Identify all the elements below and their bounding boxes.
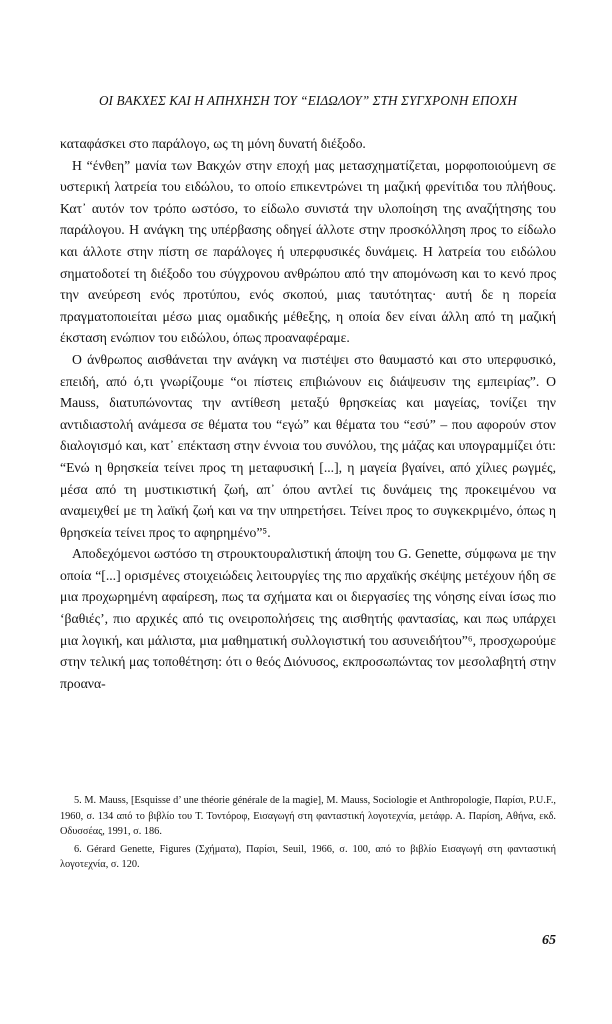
page-number: 65 bbox=[542, 933, 556, 948]
paragraph: Ο άνθρωπος αισθάνεται την ανάγκη να πιστέψει στο θαυμαστό και στο υπερφυσικό, επειδή, από ό,τι γνωρίζουμε “οι πίστεις επιβιώνουν εις διάψευσιν της εμπειρίας”. Ο Mauss, διατυπώνοντας την αντίθεση μεταξύ θρησκείας και μαγείας, τονίζει την αντιδιαστολή ανάμεσα σε θέματα του “εγώ” και θέματα του “εσύ” – που αφορούν στον διαλογισμό και, κατ᾽ επέκταση στην έννοια του συνόλου, της μάζας και υπογραμμίζει ότι: “Ενώ η θρησκεία τείνει προς τη μεταφυσική [...], η μαγεία βγαίνει, από χίλιες ρωγμές, μέσα από τη μυστικιστική ζωή, απ᾽ όπου αντλεί τις δυνάμεις της προκειμένου να αναμειχθεί με τη λαϊκή ζωή και να την υπηρετήσει. Τείνει προς το συγκεκριμένο, όπως η θρησκεία τείνει προς το αφηρημένο”⁵. bbox=[60, 351, 556, 540]
body-text bbox=[60, 133, 556, 694]
footnotes bbox=[60, 793, 556, 875]
paragraph-continuation: καταφάσκει στο παράλογο, ως τη μόνη δυνατή διέξοδο. bbox=[60, 136, 366, 151]
footnote: 5. M. Mauss, [Esquisse d’ une théorie générale de la magie], M. Mauss, Sociologie et Anthropologie, Παρίσι, P.U.F., 1960, σ. 134 από το βιβλίο του Τ. Τοντόροφ, Εισαγωγή στη φανταστική λογοτεχνία, μετάφρ. Α. Παρίση, Αθήνα, εκδ. Οδυσσέας, 1991, σ. 186. bbox=[60, 795, 556, 838]
paragraph: Αποδεχόμενοι ωστόσο τη στρουκτουραλιστική άποψη του G. Genette, σύμφωνα με την οποία “[...] ορισμένες στοιχειώδεις λειτουργίες της πιο αρχαϊκής σκέψης μετέχουν ήδη σε μια προχωρημένη αφαίρεση, πως τα σχήματα και οι διεργασίες της νόησης είναι ίσως πιο ‘βαθιές’, πιο αρχικές από τις ονειροπολήσεις της αισθητής φαντασίας, και πως υπάρχει μια λογική, και μάλιστα, μια μαθηματική συλλογιστική του ασυνειδήτου”⁶, προσχωρούμε στην τελική μας τοποθέτηση: ότι ο θεός Διόνυσος, εκπροσωπώντας τον μεσολαβητή στην προανα- bbox=[60, 546, 556, 691]
paragraph: Η “ένθεη” μανία των Βακχών στην εποχή μας μετασχηματίζεται, μορφοποιούμενη σε υστερική λατρεία του ειδώλου, το οποίο επικεντρώνει τη μαζική φρενίτιδα του πλήθους. Κατ᾽ αυτόν τον τρόπο ωστόσο, το είδωλο συνιστά την υλοποίηση της αναζήτησης του παράλογου. Η ανάγκη της υπέρβασης οδηγεί άλλοτε στην προσκόλληση προς το είδωλο και άλλοτε στην πίστη σε παράλογες ή υπερφυσικές δυνάμεις. Η λατρεία του ειδώλου σηματοδοτεί τη διέξοδο του σύγχρονου ανθρώπου από την απομόνωση και το κενό προς την ανεύρεση ενός προτύπου, ενός σκοπού, μιας ταυτότητας· αυτή δε η πορεία πραγματοποιείται μέσω μιας ομαδικής μέθεξης, η οποία δεν είναι άλλη από τη μαζική έκσταση ενώπιον του ειδώλου, όπως προαναφέραμε. bbox=[60, 157, 556, 346]
running-head: ΟΙ ΒΑΚΧΕΣ ΚΑΙ Η ΑΠΗΧΗΣΗ ΤΟΥ “ΕΙΔΩΛΟΥ” ΣΤΗ ΣΥΓΧΡΟΝΗ ΕΠΟΧΗ bbox=[98, 93, 518, 108]
footnote: 6. Gérard Genette, Figures (Σχήματα), Παρίσι, Seuil, 1966, σ. 100, από το βιβλίο Εισαγωγή στη φανταστική λογοτεχνία, σ. 120. bbox=[60, 843, 556, 871]
